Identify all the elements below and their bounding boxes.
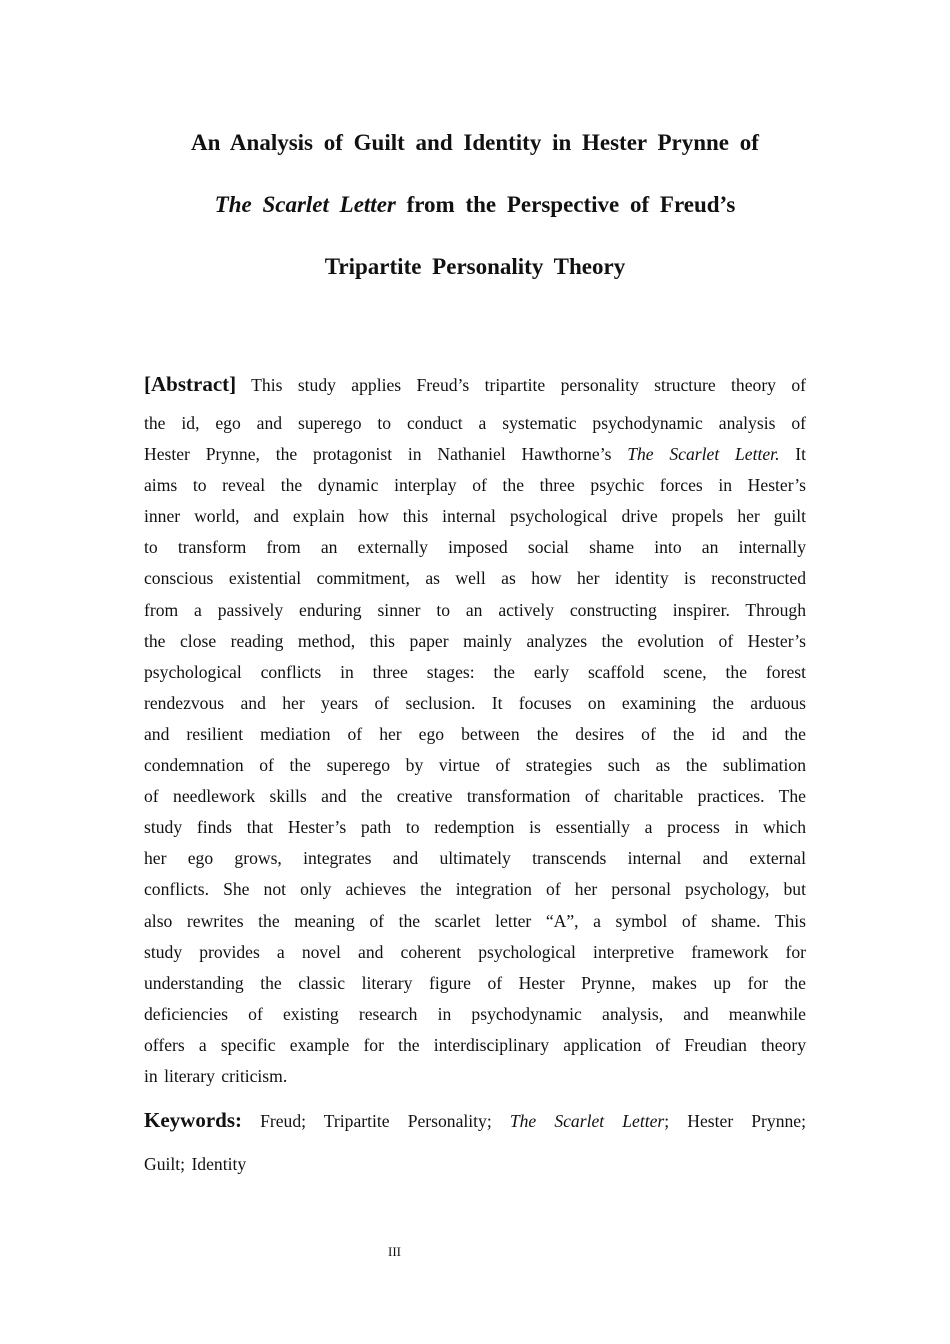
abstract-line: inner world, and explain how this internal psychological drive propels her guilt (144, 506, 806, 527)
abstract-section (144, 364, 806, 1092)
abstract-line: in literary criticism. (144, 1065, 288, 1086)
abstract-line: aims to reveal the dynamic interplay of the three psychic forces in Hester’s (144, 475, 806, 496)
title-line-2-rest: from the Perspective of Freud’s (395, 192, 736, 217)
title-line-3: Tripartite Personality Theory (324, 254, 626, 279)
abstract-label: [Abstract] (144, 372, 237, 396)
abstract-line: offers a specific example for the interdisciplinary application of Freudian theory (144, 1034, 806, 1055)
abstract-text: This study applies Freud’s tripartite personality structure theory of (236, 375, 806, 395)
keywords-line (144, 1100, 806, 1141)
abstract-line (144, 364, 806, 405)
abstract-line: understanding the classic literary figure of Hester Prynne, makes up for the (144, 972, 806, 993)
keywords-line: Guilt; Identity (144, 1154, 247, 1174)
abstract-line (144, 439, 806, 470)
abstract-line: the close reading method, this paper mainly analyzes the evolution of Hester’s (144, 630, 806, 651)
abstract-line: of needlework skills and the creative transformation of charitable practices. The (144, 786, 806, 807)
abstract-line: deficiencies of existing research in psychodynamic analysis, and meanwhile (144, 1003, 806, 1024)
title-book-name: The Scarlet Letter (214, 192, 396, 217)
paper-title (144, 112, 806, 298)
abstract-line: from a passively enduring sinner to an actively constructing inspirer. Through (144, 599, 806, 620)
abstract-line: psychological conflicts in three stages: the early scaffold scene, the forest (144, 661, 806, 682)
abstract-line: rendezvous and her years of seclusion. It focuses on examining the arduous (144, 692, 806, 713)
abstract-line: also rewrites the meaning of the scarlet letter “A”, a symbol of shame. This (144, 910, 806, 931)
keywords-text: Freud; Tripartite Personality; (242, 1111, 510, 1131)
abstract-line: condemnation of the superego by virtue of strategies such as the sublimation (144, 755, 806, 776)
abstract-line: to transform from an externally imposed social shame into an internally (144, 537, 806, 558)
abstract-text: Hester Prynne, the protagonist in Nathaniel Hawthorne’s (144, 444, 628, 465)
title-line-2 (144, 174, 806, 236)
abstract-text: It (779, 444, 806, 465)
abstract-line: the id, ego and superego to conduct a systematic psychodynamic analysis of (144, 413, 806, 433)
keywords-text: ; Hester Prynne; (664, 1111, 806, 1131)
abstract-line: study finds that Hester’s path to redemption is essentially a process in which (144, 817, 806, 838)
keywords-book-name: The Scarlet Letter (509, 1111, 665, 1131)
page-number: III (388, 1244, 401, 1259)
keywords-section (144, 1100, 806, 1187)
keywords-label: Keywords: (144, 1108, 242, 1132)
abstract-line: study provides a novel and coherent psychological interpretive framework for (144, 941, 806, 962)
abstract-line: conflicts. She not only achieves the integration of her personal psychology, but (144, 879, 806, 900)
abstract-line: her ego grows, integrates and ultimately transcends internal and external (144, 848, 806, 869)
abstract-line: conscious existential commitment, as well as how her identity is reconstructed (144, 568, 806, 589)
abstract-book-name: The Scarlet Letter. (627, 444, 780, 465)
title-line-1: An Analysis of Guilt and Identity in Hester Prynne of (191, 130, 759, 155)
abstract-line: and resilient mediation of her ego between the desires of the id and the (144, 723, 806, 744)
